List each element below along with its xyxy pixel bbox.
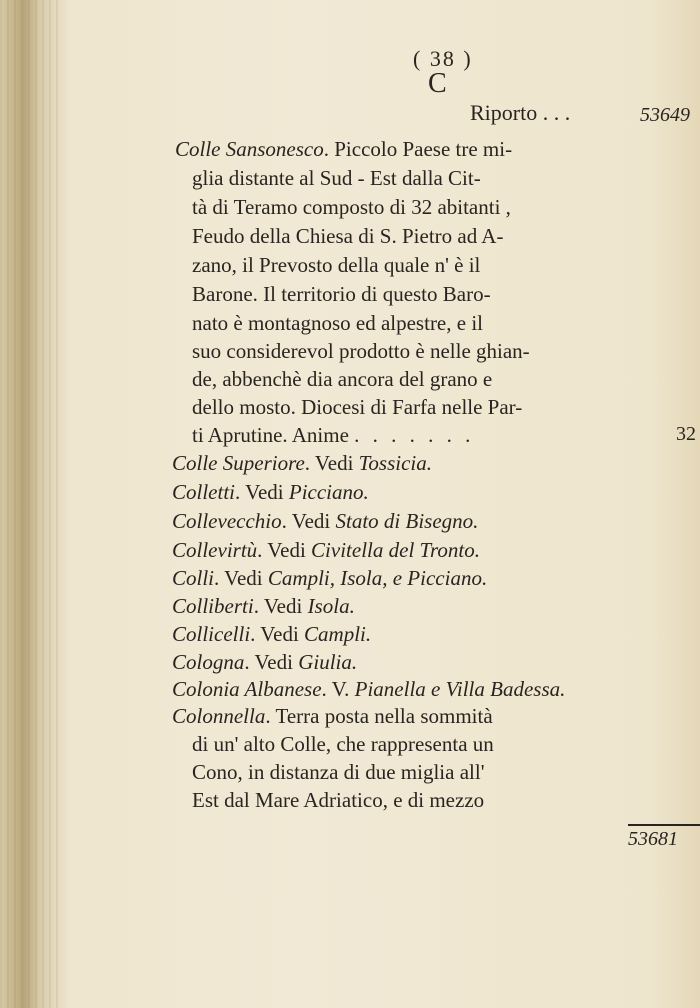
entry-line: tà di Teramo composto di 32 abitanti ,	[192, 195, 511, 219]
cross-ref: Colonia Albanese. V. Pianella e Villa Badessa.	[172, 677, 566, 701]
entry-line: glia distante al Sud - Est dalla Cit-	[192, 166, 481, 190]
carry-amount: 53649	[640, 104, 690, 126]
cross-ref: Collevecchio. Vedi Stato di Bisegno.	[172, 509, 479, 533]
entry-term: Colle Sansonesco	[175, 137, 324, 161]
carry-label: Riporto . . .	[470, 100, 571, 125]
entry-line: zano, il Prevosto della quale n' è il	[192, 253, 481, 277]
leader-dots: . . . . . . .	[354, 423, 475, 447]
cross-ref: Colletti. Vedi Picciano.	[172, 480, 369, 504]
page-spine	[0, 0, 60, 1008]
cross-ref: Colle Superiore. Vedi Tossicia.	[172, 451, 433, 475]
cross-ref: Collevirtù. Vedi Civitella del Tronto.	[172, 538, 481, 562]
entry-line: suo considerevol prodotto è nelle ghian-	[192, 339, 530, 363]
entry-line: Est dal Mare Adriatico, e di mezzo	[192, 788, 485, 812]
cross-ref: Colli. Vedi Campli, Isola, e Picciano.	[172, 566, 488, 590]
entry-line: di un' alto Colle, che rappresenta un	[192, 732, 494, 756]
page-number: ( 38 )	[413, 46, 473, 71]
entry-line: de, abbenchè dia ancora del grano e	[192, 367, 493, 391]
entry-line: Feudo della Chiesa di S. Pietro ad A-	[192, 224, 504, 248]
entry-line: Colonnella. Terra posta nella sommità	[172, 704, 493, 728]
cross-ref: Colliberti. Vedi Isola.	[172, 594, 355, 618]
entry-line: Colle Sansonesco. Piccolo Paese tre mi-	[175, 137, 513, 161]
entry-line: nato è montagnoso ed alpestre, e il	[192, 311, 483, 335]
entry-line: Cono, in distanza di due miglia all'	[192, 760, 485, 784]
entry-line: dello mosto. Diocesi di Farfa nelle Par-	[192, 395, 523, 419]
cross-ref: Collicelli. Vedi Campli.	[172, 622, 372, 646]
total-amount: 53681	[628, 828, 678, 850]
entry-line: ti Aprutine. Anime . . . . . . .	[192, 423, 475, 447]
total-rule	[628, 824, 700, 826]
entry-term: Colonnella	[172, 704, 266, 728]
section-letter: C	[428, 68, 447, 99]
souls-count: 32	[676, 423, 696, 445]
entry-line: Barone. Il territorio di questo Baro-	[192, 282, 491, 306]
cross-ref: Cologna. Vedi Giulia.	[172, 650, 358, 674]
